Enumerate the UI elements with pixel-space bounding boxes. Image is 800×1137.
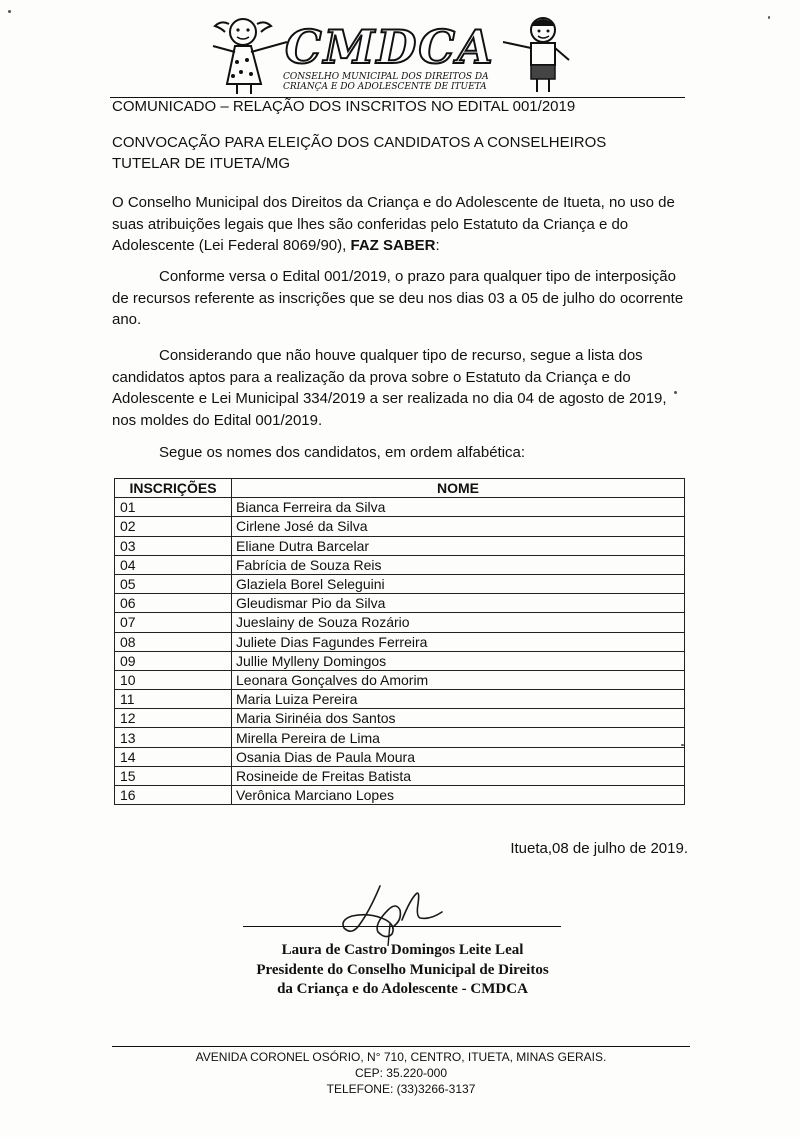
scan-speck (8, 10, 11, 13)
footer-phone: TELEFONE: (33)3266-3137 (326, 1082, 476, 1096)
candidate-name: Jullie Mylleny Domingos (232, 651, 685, 670)
candidate-name: Maria Sirinéia dos Santos (232, 709, 685, 728)
paragraph-considerando: Considerando que não houve qualquer tipo de recurso, segue a lista dos candidatos aptos para a realização da prova sobre o Estatuto da Criança e do Adolescente e Lei Municipal 334/2019 a ser realizada no dia 04 de agosto de 2019, nos moldes do Edital 001/2019. (112, 347, 667, 429)
inscricao-number: 16 (115, 786, 232, 805)
footer-cep: CEP: 35.220-000 (354, 1066, 448, 1080)
table-row (115, 728, 685, 747)
logo-title: CMDCA (285, 20, 495, 74)
table-row (115, 613, 685, 632)
logo-subtitle-line2: CRIANÇA E DO ADOLESCENTE DE ITUETA (283, 82, 487, 92)
inscricao-number: 13 (115, 728, 232, 747)
candidate-name: Jueslainy de Souza Rozário (232, 613, 685, 632)
table-row (115, 651, 685, 670)
faz-saber-text: FAZ SABER (350, 237, 436, 254)
scan-speck (768, 16, 770, 19)
table-row (115, 747, 685, 766)
document-date: Itueta,08 de julho de 2019. (510, 840, 688, 857)
table-row (115, 517, 685, 536)
paragraph-intro-text: O Conselho Municipal dos Direitos da Criança e do Adolescente de Itueta, no uso de suas atribuições legais que lhes são conferidas pelo Estatuto da Criança e do Adolescente (Lei Federal 8069/90), (112, 194, 675, 254)
footer-address: AVENIDA CORONEL OSÓRIO, N° 710, CENTRO, ITUETA, MINAS GERAIS. (195, 1050, 607, 1064)
scan-speck (681, 744, 684, 746)
convocation-line2: TUTELAR DE ITUETA/MG (112, 155, 291, 172)
inscricao-number: 02 (115, 517, 232, 536)
inscricao-number: 01 (115, 498, 232, 517)
convocation-line1: CONVOCAÇÃO PARA ELEIÇÃO DOS CANDIDATOS A CONSELHEIROS (112, 134, 607, 151)
candidate-name: Verônica Marciano Lopes (232, 786, 685, 805)
signatory-role-line2: da Criança e do Adolescente - CMDCA (277, 981, 528, 997)
column-header-nome: NOME (232, 479, 685, 498)
candidate-name: Gleudismar Pio da Silva (232, 594, 685, 613)
inscricao-number: 11 (115, 690, 232, 709)
inscricao-number: 14 (115, 747, 232, 766)
paragraph-segue: Segue os nomes dos candidatos, em ordem alfabética: (159, 444, 526, 461)
inscricao-number: 08 (115, 632, 232, 651)
candidate-name: Maria Luiza Pereira (232, 690, 685, 709)
candidate-name: Osania Dias de Paula Moura (232, 747, 685, 766)
table-row (115, 632, 685, 651)
signatory-name: Laura de Castro Domingos Leite Leal (281, 942, 524, 958)
candidate-name: Eliane Dutra Barcelar (232, 536, 685, 555)
table-row (115, 709, 685, 728)
table-row (115, 555, 685, 574)
inscricao-number: 12 (115, 709, 232, 728)
cmdca-logo (205, 12, 575, 98)
candidate-name: Glaziela Borel Seleguini (232, 574, 685, 593)
table-row (115, 498, 685, 517)
candidate-name: Juliete Dias Fagundes Ferreira (232, 632, 685, 651)
inscricao-number: 15 (115, 766, 232, 785)
convocation-title (112, 132, 672, 174)
table-row (115, 690, 685, 709)
paragraph-edital: Conforme versa o Edital 001/2019, o prazo para qualquer tipo de interposição de recursos referente as inscrições que se deu nos dias 03 a 05 de julho do ocorrente ano. (112, 268, 684, 328)
inscricao-number: 10 (115, 670, 232, 689)
candidate-name: Leonara Gonçalves do Amorim (232, 670, 685, 689)
table-row (115, 670, 685, 689)
footer (112, 1049, 690, 1097)
table-row (115, 766, 685, 785)
inscricao-number: 03 (115, 536, 232, 555)
signature-line (243, 926, 561, 927)
table-header-row (115, 479, 685, 498)
signature-block (230, 941, 575, 1000)
paragraph-intro-end: : (435, 237, 440, 254)
signatory-role-line1: Presidente do Conselho Municipal de Direitos (256, 961, 549, 978)
paragraph-intro (112, 192, 692, 257)
table-row (115, 574, 685, 593)
document-heading: COMUNICADO – RELAÇÃO DOS INSCRITOS NO EDITAL 001/2019 (112, 98, 576, 115)
inscricao-number: 06 (115, 594, 232, 613)
candidate-name: Cirlene José da Silva (232, 517, 685, 536)
table-row (115, 594, 685, 613)
logo-subtitle-line1: CONSELHO MUNICIPAL DOS DIREITOS DA (283, 72, 489, 82)
candidate-name: Bianca Ferreira da Silva (232, 498, 685, 517)
handwritten-signature (330, 880, 450, 950)
candidate-name: Mirella Pereira de Lima (232, 728, 685, 747)
candidate-name: Rosineide de Freitas Batista (232, 766, 685, 785)
footer-divider (112, 1046, 690, 1047)
inscricao-number: 04 (115, 555, 232, 574)
table-row (115, 536, 685, 555)
inscricao-number: 09 (115, 651, 232, 670)
candidates-table (114, 478, 685, 805)
table-row (115, 786, 685, 805)
inscricao-number: 07 (115, 613, 232, 632)
inscricao-number: 05 (115, 574, 232, 593)
table-body (115, 498, 685, 805)
column-header-inscricoes: INSCRIÇÕES (115, 479, 232, 498)
candidate-name: Fabrícia de Souza Reis (232, 555, 685, 574)
logo-subtitle (283, 72, 513, 92)
scan-speck (674, 391, 677, 394)
